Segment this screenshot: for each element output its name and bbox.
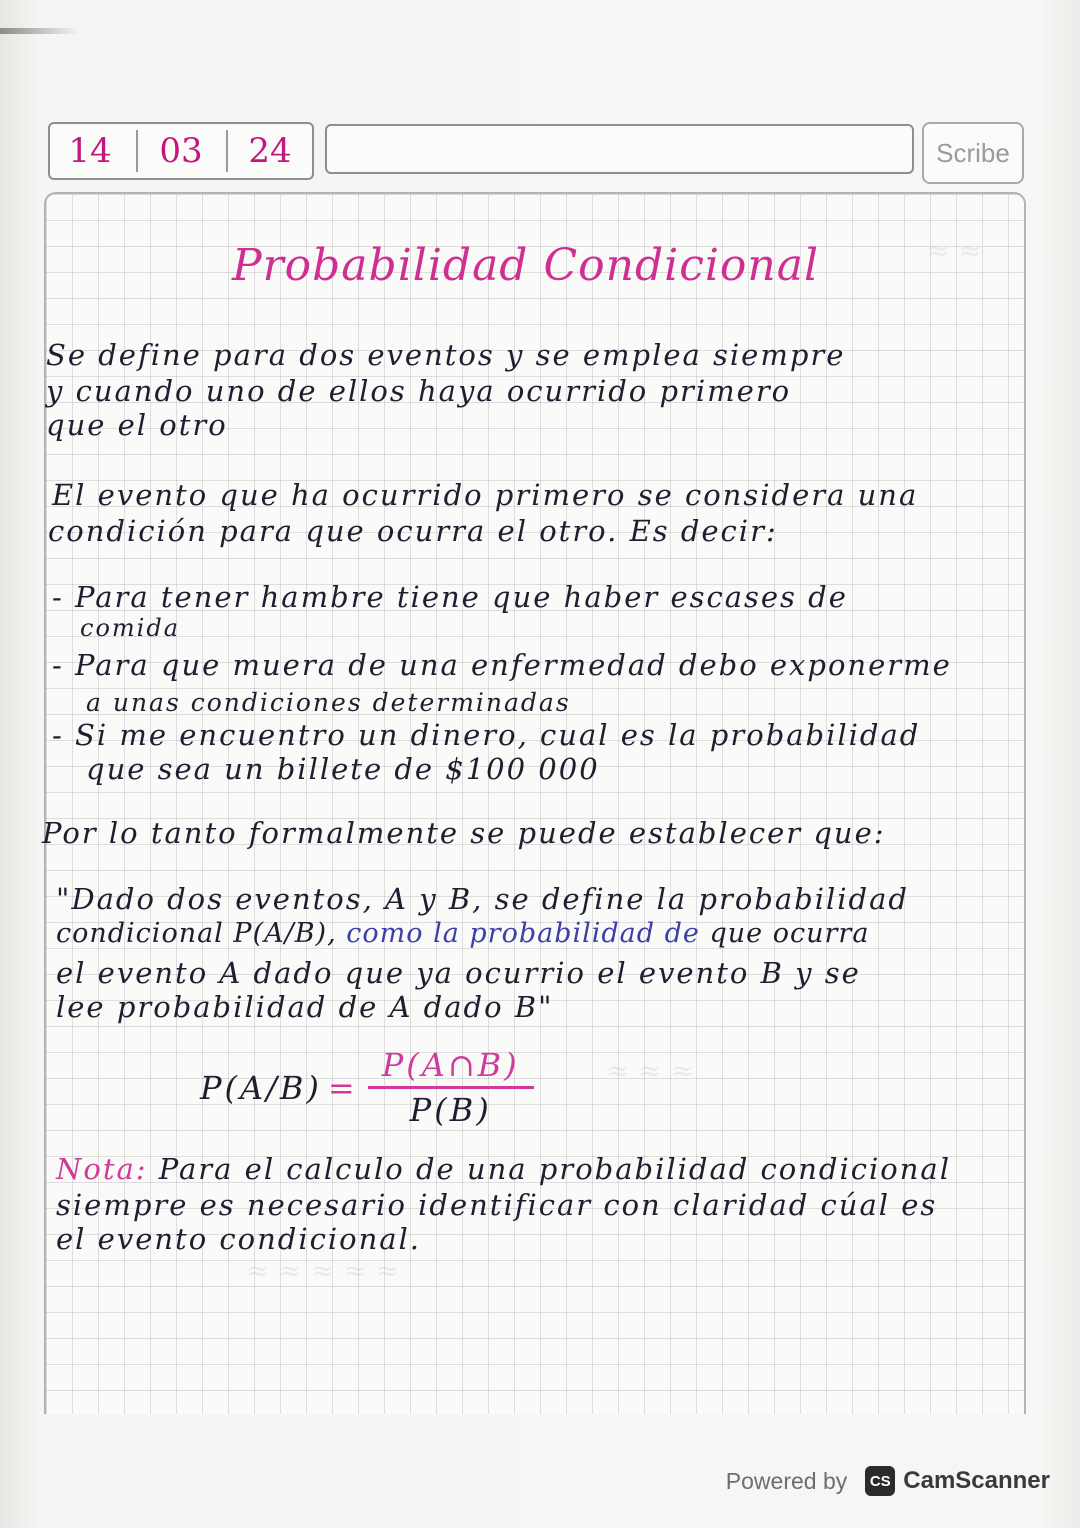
date-divider bbox=[136, 130, 138, 172]
definition-line bbox=[56, 918, 869, 949]
date-box bbox=[48, 122, 314, 180]
definition-line: el evento A dado que ya ocurrio el evento B y se bbox=[56, 956, 861, 990]
date-divider bbox=[226, 130, 228, 172]
note-line: siempre es necesario identificar con claridad cúal es bbox=[56, 1188, 938, 1222]
page-title: Probabilidad Condicional bbox=[232, 240, 820, 291]
text-line: condición para que ocurra el otro. Es decir: bbox=[48, 514, 778, 548]
scan-edge bbox=[0, 28, 80, 34]
bullet-item-cont: a unas condiciones determinadas bbox=[86, 688, 571, 717]
bullet-item: - Para tener hambre tiene que haber escases de bbox=[52, 580, 848, 614]
scanner-watermark bbox=[726, 1466, 1050, 1496]
formula-fraction bbox=[368, 1046, 534, 1129]
formula-numerator: P(A∩B) bbox=[368, 1046, 534, 1089]
bleed-through: ≈ ≈ ≈ ≈ ≈ bbox=[246, 1254, 399, 1287]
text-line: que el otro bbox=[46, 408, 228, 442]
title-field-box bbox=[325, 124, 914, 174]
highlighted-phrase: como la probabilidad de bbox=[346, 918, 700, 949]
text-line: Se define para dos eventos y se emplea siempre bbox=[46, 338, 846, 372]
formula-lhs: P(A/B) bbox=[200, 1068, 322, 1107]
camscanner-brand: CamScanner bbox=[903, 1467, 1050, 1494]
conditional-probability-formula bbox=[200, 1046, 534, 1129]
definition-line: "Dado dos eventos, A y B, se define la probabilidad bbox=[56, 882, 909, 916]
bullet-item: - Si me encuentro un dinero, cual es la probabilidad bbox=[52, 718, 921, 752]
bullet-item-cont: comida bbox=[80, 614, 180, 642]
formula-denominator: P(B) bbox=[409, 1091, 492, 1129]
date-month: 03 bbox=[159, 131, 203, 171]
bleed-through: ≈ ≈ ≈ bbox=[606, 1054, 695, 1087]
text-line: Por lo tanto formalmente se puede establecer que: bbox=[42, 816, 886, 850]
notebook-brand: Scribe bbox=[922, 122, 1024, 184]
bleed-through: ≈ ≈ bbox=[926, 234, 982, 267]
bullet-item-cont: que sea un billete de $100 000 bbox=[86, 752, 600, 786]
text-line: y cuando uno de ellos haya ocurrido primero bbox=[46, 374, 792, 408]
note-text: Para el calculo de una probabilidad condicional bbox=[158, 1152, 951, 1186]
formula-equals: = bbox=[327, 1068, 358, 1107]
camscanner-icon: CS bbox=[865, 1466, 895, 1496]
note-line: el evento condicional. bbox=[56, 1222, 422, 1256]
definition-line: lee probabilidad de A dado B" bbox=[56, 990, 554, 1024]
note-label: Nota: bbox=[56, 1152, 148, 1186]
definition-text: condicional P(A/B), como la probabilidad de que ocurra bbox=[56, 918, 870, 949]
text-line: El evento que ha ocurrido primero se considera una bbox=[52, 478, 919, 512]
note-line bbox=[56, 1152, 951, 1186]
bullet-item: - Para que muera de una enfermedad debo exponerme bbox=[52, 648, 952, 682]
powered-by-label: Powered by bbox=[725, 1467, 848, 1494]
date-year: 24 bbox=[248, 131, 292, 171]
date-day: 14 bbox=[68, 131, 112, 171]
